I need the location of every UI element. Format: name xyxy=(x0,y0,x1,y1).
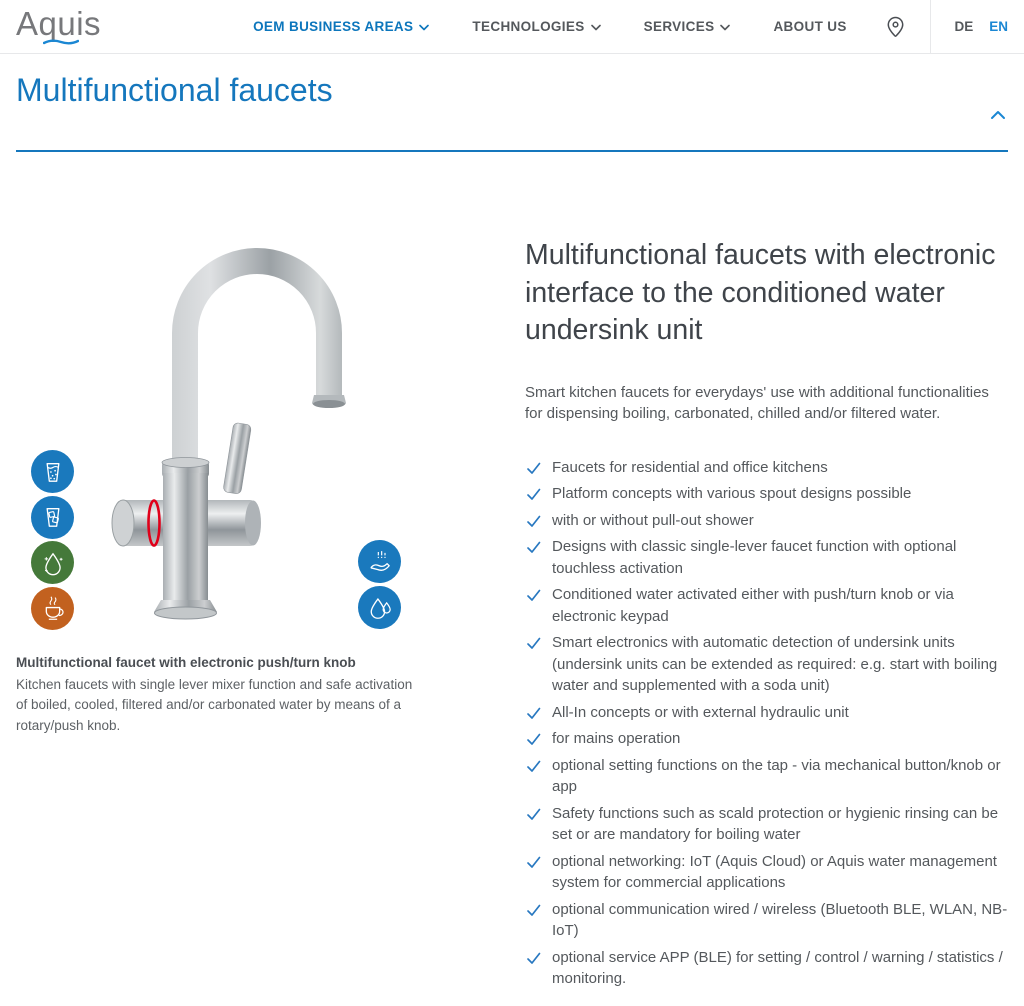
site-header xyxy=(0,0,1024,54)
aquis-logo[interactable] xyxy=(16,7,101,46)
nav-item-label: TECHNOLOGIES xyxy=(472,19,585,34)
product-caption xyxy=(16,653,418,736)
check-icon xyxy=(526,706,541,720)
feature-text: Designs with classic single-lever faucet function with optional touchless activation xyxy=(552,538,957,577)
lang-en-link[interactable]: EN xyxy=(989,19,1008,34)
check-icon xyxy=(526,461,541,475)
feature-text: optional setting functions on the tap - via mechanical button/knob or app xyxy=(552,756,1001,795)
feature-item xyxy=(525,632,1008,697)
check-icon xyxy=(526,759,541,773)
title-underline xyxy=(16,150,1008,152)
check-icon xyxy=(526,636,541,650)
feature-item xyxy=(525,483,1008,505)
location-pin-icon[interactable] xyxy=(878,10,912,44)
feature-item xyxy=(525,536,1008,579)
feature-text: with or without pull-out shower xyxy=(552,511,754,529)
chevron-down-icon xyxy=(720,24,730,31)
chevron-down-icon xyxy=(419,24,429,31)
feature-text: Safety functions such as scald protection or hygienic rinsing can be set or are mandatory for boiling water xyxy=(552,804,999,843)
boiling-water-icon xyxy=(31,587,74,630)
nav-item[interactable] xyxy=(253,19,429,34)
language-switcher xyxy=(931,19,1024,34)
faucet-illustration xyxy=(90,185,350,645)
caption-title: Multifunctional faucet with electronic push/turn knob xyxy=(16,655,356,670)
nav-item-label: ABOUT US xyxy=(773,19,847,34)
details-column xyxy=(525,185,1008,995)
nav-item-label: SERVICES xyxy=(643,19,715,34)
lang-de-link[interactable]: DE xyxy=(954,19,974,34)
function-icons-right xyxy=(358,540,401,631)
feature-item xyxy=(525,851,1008,894)
feature-item xyxy=(525,947,1008,990)
check-icon xyxy=(526,732,541,746)
logo-wave-icon xyxy=(43,39,79,46)
check-icon xyxy=(526,540,541,554)
carbonated-water-icon xyxy=(31,450,74,493)
page-title: Multifunctional faucets xyxy=(16,72,333,108)
feature-text: optional service APP (BLE) for setting / control / warning / statistics / monitoring. xyxy=(552,948,1003,987)
title-section xyxy=(0,54,1024,110)
feature-text: Faucets for residential and office kitchens xyxy=(552,458,828,476)
product-image xyxy=(16,185,484,653)
feature-text: optional networking: IoT (Aquis Cloud) or Aquis water management system for commercial applications xyxy=(552,852,997,891)
main-nav xyxy=(253,19,847,34)
touchless-activation-icon xyxy=(358,540,401,583)
chevron-down-icon xyxy=(591,24,601,31)
header-right xyxy=(878,0,1024,54)
chilled-water-icon xyxy=(31,496,74,539)
feature-item xyxy=(525,457,1008,479)
feature-item xyxy=(525,510,1008,532)
feature-item xyxy=(525,728,1008,750)
check-icon xyxy=(526,514,541,528)
nav-item[interactable] xyxy=(472,19,600,34)
nav-item-label: OEM BUSINESS AREAS xyxy=(253,19,414,34)
feature-text: Platform concepts with various spout designs possible xyxy=(552,485,912,502)
feature-item xyxy=(525,755,1008,798)
product-column xyxy=(16,185,484,995)
feature-text: optional communication wired / wireless (Bluetooth BLE, WLAN, NB-IoT) xyxy=(552,900,1008,939)
feature-item xyxy=(525,803,1008,846)
logo-text: Aquis xyxy=(16,5,102,42)
filtered-water-icon xyxy=(31,541,74,584)
caption-text: Kitchen faucets with single lever mixer function and safe activation of boiled, cooled, filtered and/or carbonated water by means of a rotary/push knob. xyxy=(16,676,413,733)
check-icon xyxy=(526,807,541,821)
check-icon xyxy=(526,487,541,501)
check-icon xyxy=(526,855,541,869)
collapse-section-icon[interactable] xyxy=(990,110,1006,120)
main-content xyxy=(0,185,1024,995)
check-icon xyxy=(526,588,541,602)
water-drops-icon xyxy=(358,586,401,629)
feature-list xyxy=(525,457,1008,990)
details-intro: Smart kitchen faucets for everydays' use with additional functionalities for dispensing boiling, carbonated, chilled and/or filtered water. xyxy=(525,383,989,422)
feature-item xyxy=(525,584,1008,627)
details-heading: Multifunctional faucets with electronic interface to the conditioned water undersink unit xyxy=(525,239,996,346)
feature-text: Smart electronics with automatic detection of undersink units (undersink units can be extended as required: e.g. start with boiling water and supplemented with a soda unit) xyxy=(552,634,998,694)
feature-text: Conditioned water activated either with push/turn knob or via electronic keypad xyxy=(552,586,954,625)
feature-text: All-In concepts or with external hydraulic unit xyxy=(552,703,849,721)
check-icon xyxy=(526,951,541,965)
feature-item xyxy=(525,702,1008,724)
function-icons-left xyxy=(31,450,74,632)
check-icon xyxy=(526,903,541,917)
nav-item[interactable] xyxy=(644,19,731,34)
feature-text: for mains operation xyxy=(552,730,681,747)
nav-item[interactable] xyxy=(773,19,846,34)
feature-item xyxy=(525,899,1008,942)
